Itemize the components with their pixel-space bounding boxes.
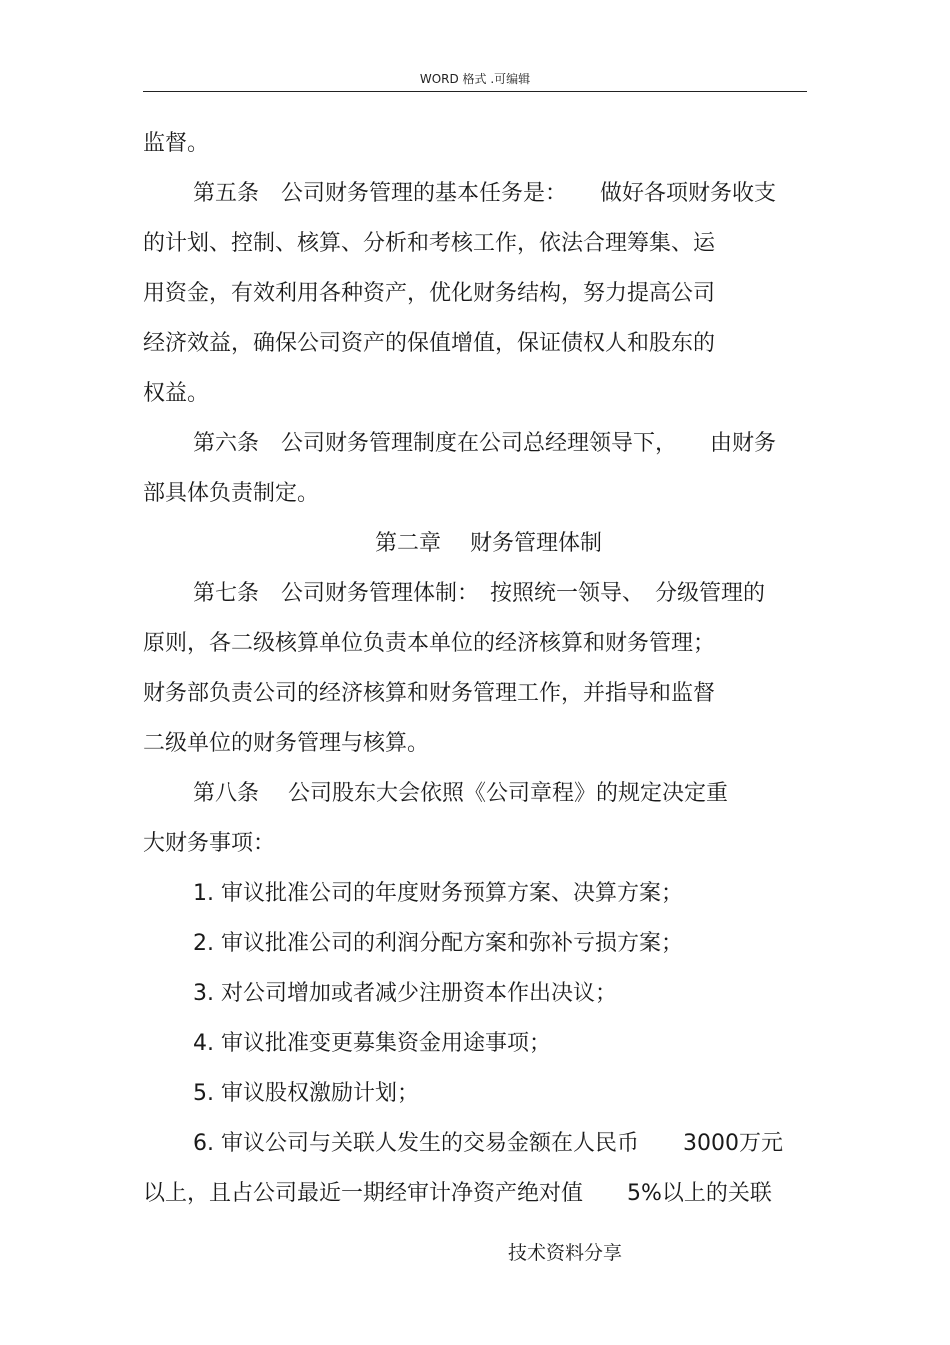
body-line: 权益。 bbox=[143, 381, 210, 406]
article-6-line: 第六条 公司财务管理制度在公司总经理领导下， 由财务 bbox=[193, 431, 777, 456]
body-line: 大财务事项： bbox=[143, 831, 276, 856]
body-line: 的计划、控制、核算、分析和考核工作，依法合理筹集、运 bbox=[143, 231, 716, 256]
list-item: 3. 对公司增加或者减少注册资本作出决议； bbox=[193, 981, 617, 1006]
body-line: 监督。 bbox=[143, 131, 210, 156]
chapter-heading: 第二章 财务管理体制 bbox=[375, 531, 602, 556]
article-8-line: 第八条 公司股东大会依照《公司章程》的规定决定重 bbox=[193, 781, 728, 806]
body-line: 二级单位的财务管理与核算。 bbox=[143, 731, 430, 756]
body-line: 以上，且占公司最近一期经审计净资产绝对值 5%以上的关联 bbox=[143, 1181, 772, 1206]
list-item: 6. 审议公司与关联人发生的交易金额在人民币 3000万元 bbox=[193, 1131, 783, 1156]
page-header: WORD 格式 .可编辑 bbox=[419, 72, 531, 86]
body-line: 财务部负责公司的经济核算和财务管理工作，并指导和监督 bbox=[143, 681, 716, 706]
body-line: 经济效益，确保公司资产的保值增值，保证债权人和股东的 bbox=[143, 331, 716, 356]
list-item: 5. 审议股权激励计划； bbox=[193, 1081, 419, 1106]
page-footer: 技术资料分享 bbox=[508, 1242, 623, 1264]
list-item: 2. 审议批准公司的利润分配方案和弥补亏损方案； bbox=[193, 931, 683, 956]
article-5-line: 第五条 公司财务管理的基本任务是： 做好各项财务收支 bbox=[193, 181, 777, 206]
body-line: 部具体负责制定。 bbox=[143, 481, 320, 506]
header-divider bbox=[143, 91, 807, 92]
list-item: 4. 审议批准变更募集资金用途事项； bbox=[193, 1031, 551, 1056]
body-line: 原则，各二级核算单位负责本单位的经济核算和财务管理； bbox=[143, 631, 716, 656]
list-item: 1. 审议批准公司的年度财务预算方案、决算方案； bbox=[193, 881, 683, 906]
body-line: 用资金，有效利用各种资产，优化财务结构，努力提高公司 bbox=[143, 281, 716, 306]
article-7-line: 第七条 公司财务管理体制： 按照统一领导、 分级管理的 bbox=[193, 581, 766, 606]
